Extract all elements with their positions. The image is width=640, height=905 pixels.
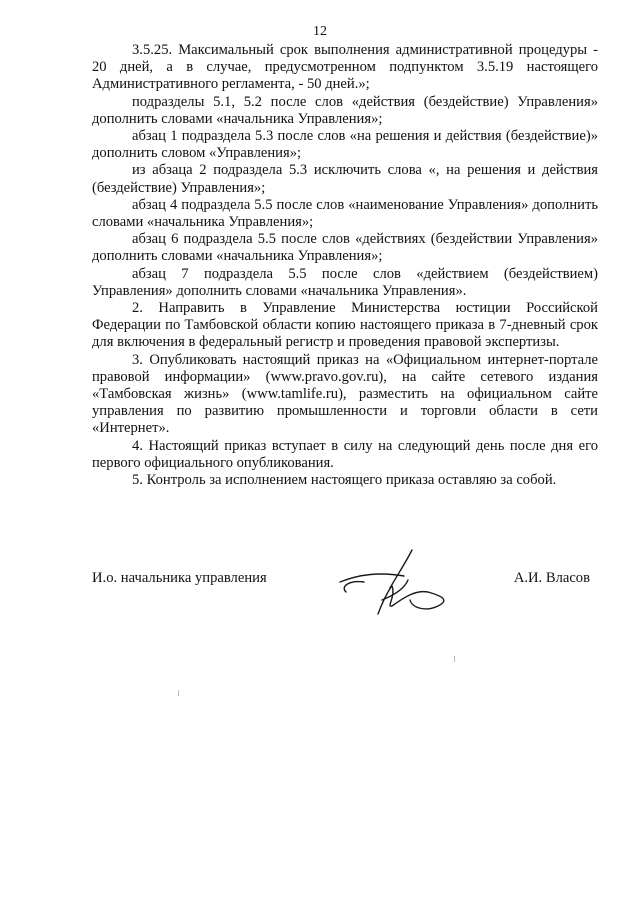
paragraph-item-5: 5. Контроль за исполнением настоящего приказа оставляю за собой. (132, 472, 557, 489)
document-body (92, 42, 598, 489)
paragraph-item-3: 3. Опубликовать настоящий приказ на «Официальном интернет-портале правовой информации» (www.pravo.gov.ru), на сайте сетевого издания «Тамбовская жизнь» (www.tamlife.ru), разместить на официальном сайте управления по развитию промышленности и торговли области в сети «Интернет». (92, 351, 598, 437)
scan-speck (454, 656, 455, 662)
paragraph-item-2: 2. Направить в Управление Министерства юстиции Российской Федерации по Тамбовской области копию настоящего приказа в 7-дневный срок для включения в федеральный регистр и проведения правовой экспертизы. (92, 300, 598, 351)
page-number: 12 (313, 24, 327, 39)
paragraph-item-4: 4. Настоящий приказ вступает в силу на следующий день после дня его первого официального опубликования. (92, 437, 598, 471)
paragraph-5-5-abzac-4: абзац 4 подраздела 5.5 после слов «наименование Управления» дополнить словами «начальника Управления»; (92, 196, 598, 231)
scan-speck (178, 690, 179, 696)
signatory-name: А.И. Власов (513, 570, 590, 586)
handwritten-signature (320, 536, 470, 626)
paragraph-5-5-abzac-6: абзац 6 подраздела 5.5 после слов «действиях (бездействии Управления» дополнить словами «начальника Управления»; (92, 231, 598, 265)
paragraph-sections-5-1-5-2: подразделы 5.1, 5.2 после слов «действия (бездействие) Управления» дополнить словами «начальника Управления»; (92, 93, 598, 127)
paragraph-3-5-25: 3.5.25. Максимальный срок выполнения административной процедуры - 20 дней, а в случае, предусмотренном подпунктом 3.5.19 настоящего Административного регламента, - 50 дней.»; (92, 42, 598, 93)
signature-block (92, 560, 598, 630)
paragraph-5-5-abzac-7: абзац 7 подраздела 5.5 после слов «действием (бездействием) Управления» дополнить словами «начальника Управления». (92, 265, 598, 299)
signatory-position: И.о. начальника управления (92, 570, 267, 586)
paragraph-5-3-abzac-2: из абзаца 2 подраздела 5.3 исключить слова «, на решения и действия (бездействие) Управления»; (92, 162, 598, 196)
paragraph-5-3-abzac-1: абзац 1 подраздела 5.3 после слов «на решения и действия (бездействие)» дополнить словом «Управления»; (92, 128, 598, 162)
